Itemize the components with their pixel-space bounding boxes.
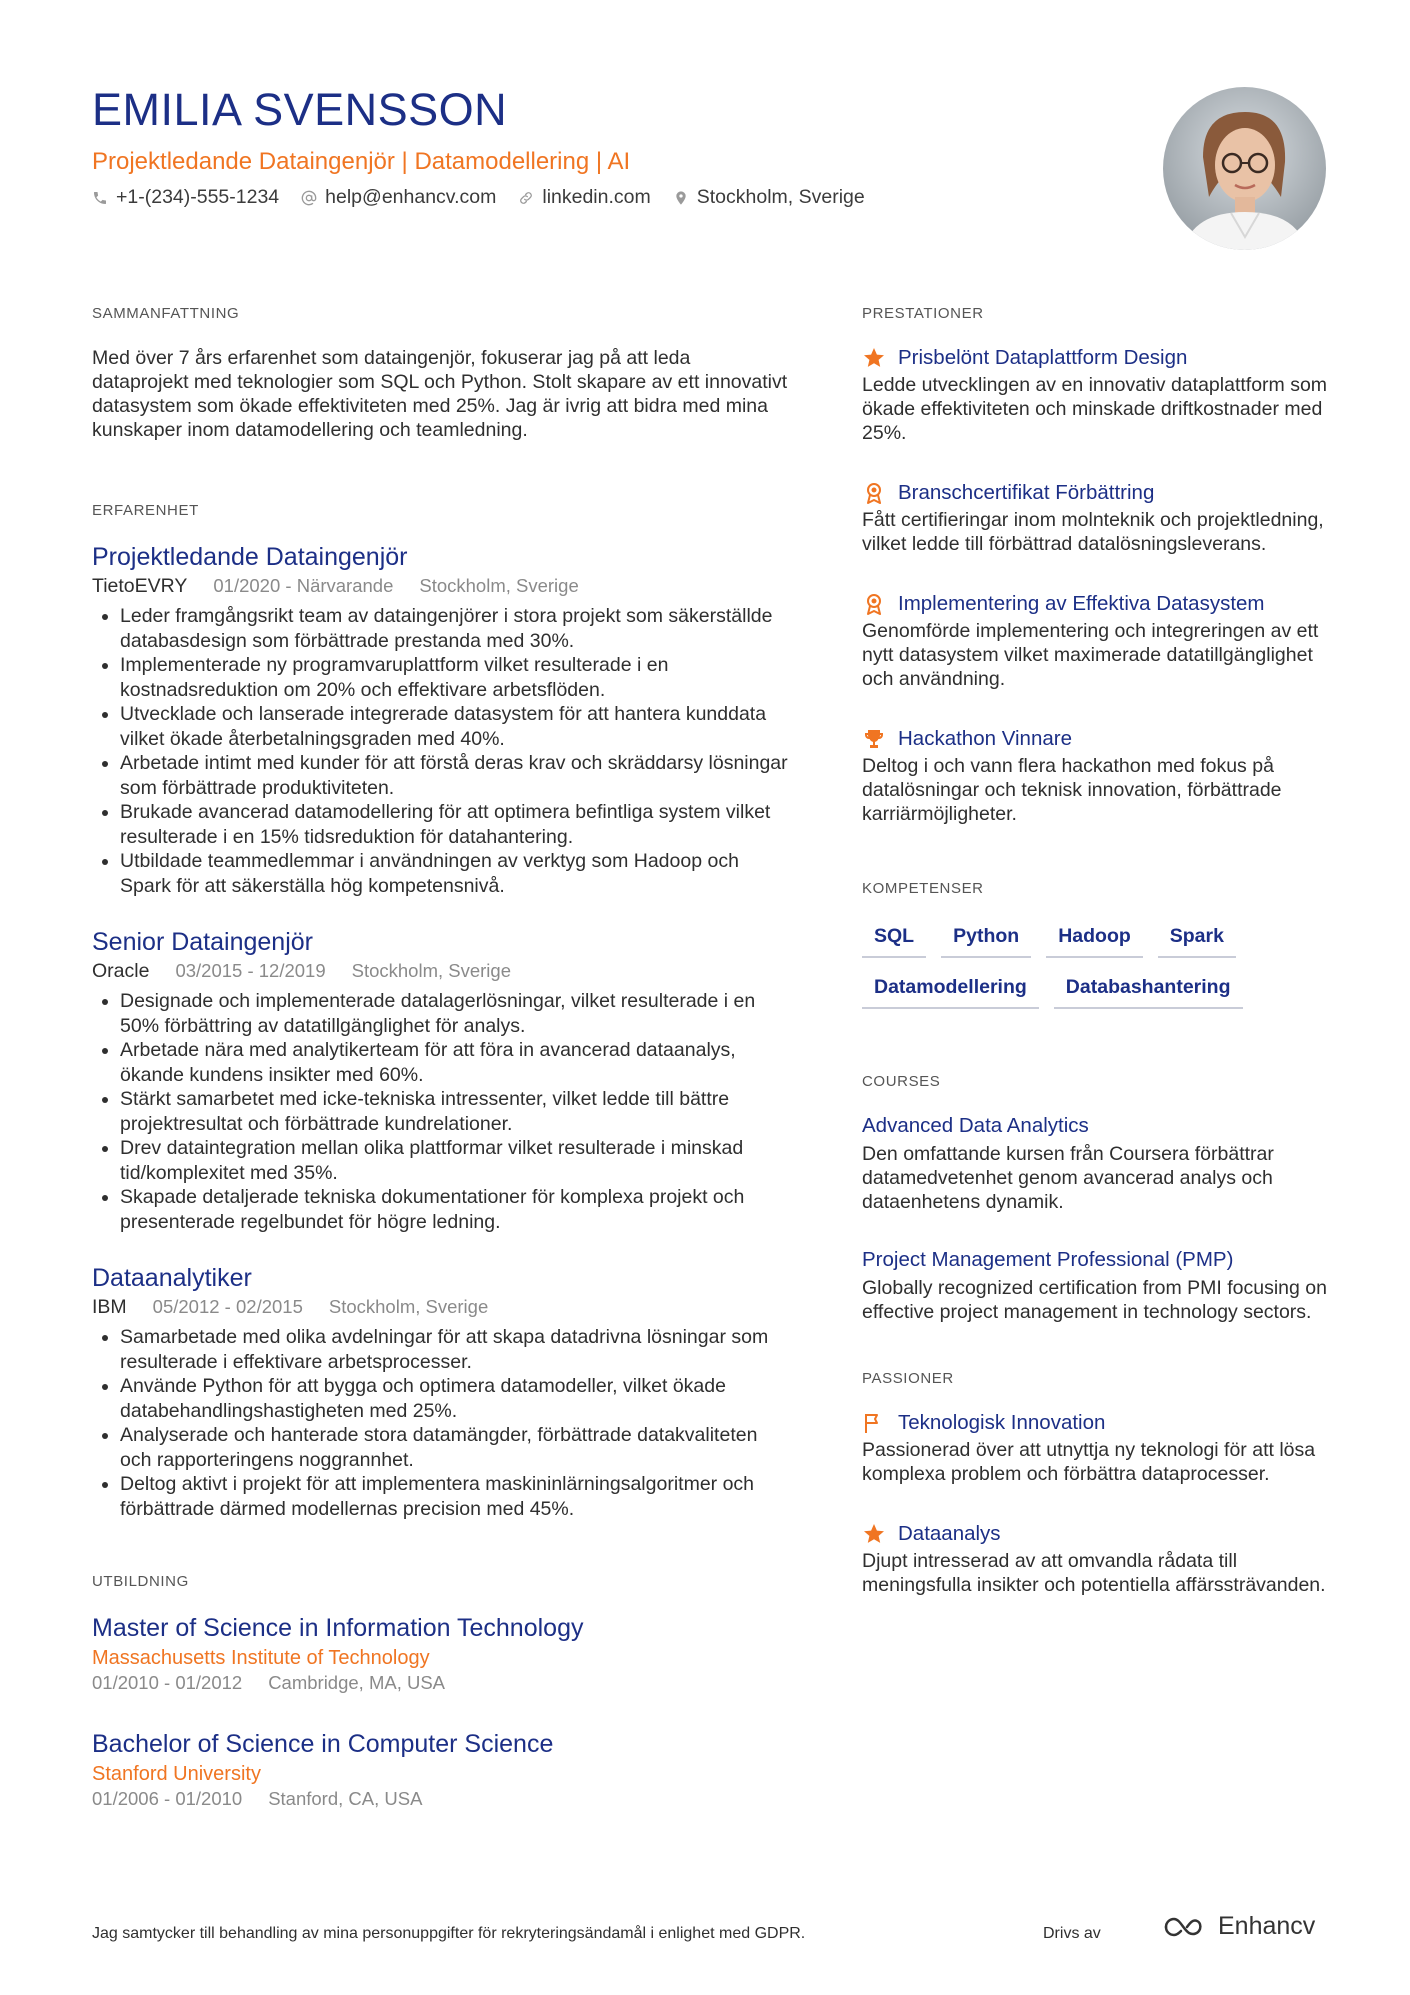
skill-tag: Databashantering	[1054, 972, 1243, 1009]
job-location: Stockholm, Sverige	[328, 1296, 489, 1317]
achievement-item	[862, 592, 1332, 691]
bullet-item: • Drev dataintegration mellan olika plattformar vilket resulterade i minskad tid/komplexitet med 35%.	[120, 1136, 792, 1185]
candidate-name: EMILIA SVENSSON	[92, 84, 508, 135]
course-title: Advanced Data Analytics	[862, 1114, 1089, 1137]
contact-linkedin[interactable]	[518, 186, 650, 209]
bullet-item: • Utbildade teammedlemmar i användningen av verktyg som Hadoop och Spark för att säkerställa hög kompetensnivå.	[120, 849, 792, 898]
skill-tag: Python	[941, 921, 1031, 958]
summary-text: Med över 7 års erfarenhet som dataingenjör, fokuserar jag på att leda dataprojekt med teknologier som SQL och Python. Stolt skapare av ett innovativt datasystem som ökade effektiviteten med 25%. Jag är ivrig att bidra med mina kunskaper inom datamodellering och teamledning.	[92, 347, 788, 441]
achievement-text: Fått certifieringar inom molnteknik och projektledning, vilket ledde till förbättrad datalösningsleverans.	[862, 509, 1324, 555]
course-text: Globally recognized certification from PMI focusing on effective project management in technology sectors.	[862, 1277, 1327, 1323]
course-title: Project Management Professional (PMP)	[862, 1248, 1234, 1271]
education-location: Cambridge, MA, USA	[268, 1672, 446, 1693]
achievement-title: Prisbelönt Dataplattform Design	[898, 346, 1188, 369]
bullet-item: • Leder framgångsrikt team av dataingenjörer i stora projekt som säkerställde databasdesign som förbättrade prestanda med 30%.	[120, 604, 792, 653]
skills-section	[862, 880, 1332, 1009]
experience-item	[92, 543, 792, 898]
right-column	[862, 305, 1332, 1633]
job-location: Stockholm, Sverige	[419, 575, 579, 596]
job-location: Stockholm, Sverige	[351, 960, 511, 981]
link-icon	[518, 190, 534, 206]
bullet-item: • Arbetade nära med analytikerteam för att föra in avancerad dataanalys, ökande kundens insikter med 60%.	[120, 1038, 792, 1087]
job-title: Projektledande Dataingenjör	[92, 543, 408, 571]
achievement-item	[862, 481, 1332, 556]
job-meta	[92, 960, 792, 983]
job-meta	[92, 575, 792, 598]
achievement-item	[862, 727, 1332, 826]
job-bullets	[92, 604, 792, 898]
education-section	[92, 1573, 792, 1810]
left-column	[92, 305, 792, 1838]
job-meta	[92, 1296, 792, 1319]
award-ribbon-icon	[862, 592, 886, 616]
job-title: Dataanalytiker	[92, 1264, 252, 1292]
star-icon	[862, 1522, 886, 1546]
section-title-skills: KOMPETENSER	[862, 880, 984, 897]
achievement-text: Deltog i och vann flera hackathon med fokus på datalösningar och teknisk innovation, förbättrade karriärmöjligheter.	[862, 755, 1282, 825]
skill-tag: Hadoop	[1046, 921, 1143, 958]
job-bullets	[92, 1325, 792, 1521]
job-dates: 03/2015 - 12/2019	[175, 960, 326, 981]
school-name: Stanford University	[92, 1763, 261, 1785]
at-icon	[301, 190, 317, 206]
email-text: help@enhancv.com	[325, 186, 497, 208]
company-name: IBM	[92, 1296, 127, 1318]
education-item	[92, 1614, 792, 1694]
bullet-item: • Utvecklade och lanserade integrerade datasystem för att hantera kunddata vilket ökade återbetalningsgraden med 40%.	[120, 702, 792, 751]
brand-name: Enhancv	[1218, 1912, 1316, 1940]
section-title-courses: COURSES	[862, 1073, 941, 1090]
education-meta	[92, 1788, 792, 1810]
bullet-item: • Skapade detaljerade tekniska dokumentationer för komplexa projekt och presenterade regelbundet för högre ledning.	[120, 1185, 792, 1234]
experience-section	[92, 502, 792, 1521]
contact-location	[673, 186, 865, 209]
skills-list	[862, 921, 1282, 1009]
phone-icon	[92, 190, 108, 206]
achievement-title: Branschcertifikat Förbättring	[898, 481, 1155, 504]
job-title: Senior Dataingenjör	[92, 928, 313, 956]
profile-photo	[1163, 87, 1326, 250]
company-name: TietoEVRY	[92, 575, 188, 597]
education-item	[92, 1730, 792, 1810]
location-text: Stockholm, Sverige	[696, 186, 865, 208]
section-title-passions: PASSIONER	[862, 1370, 954, 1387]
achievement-text: Genomförde implementering och integreringen av ett nytt datasystem vilket maximerade datatillgänglighet och användning.	[862, 620, 1319, 690]
gdpr-consent: Jag samtycker till behandling av mina personuppgifter för rekryteringsändamål i enlighet med GDPR.	[92, 1925, 806, 1942]
achievements-section	[862, 305, 1332, 826]
course-item	[862, 1248, 1332, 1324]
degree-title: Master of Science in Information Technology	[92, 1614, 584, 1642]
course-text: Den omfattande kursen från Coursera förbättrar datamedvetenhet genom avancerad analys och dataenhetens dynamik.	[862, 1143, 1274, 1213]
phone-text: +1-(234)-555-1234	[116, 186, 280, 208]
bullet-item: • Samarbetade med olika avdelningar för att skapa datadrivna lösningar som resulterade i effektivare arbetsprocesser.	[120, 1325, 792, 1374]
flag-icon	[862, 1411, 886, 1435]
job-dates: 05/2012 - 02/2015	[152, 1296, 303, 1317]
achievement-title: Hackathon Vinnare	[898, 727, 1072, 750]
passion-text: Djupt intresserad av att omvandla rådata till meningsfulla insikter och potentiella affärssträvanden.	[862, 1550, 1326, 1596]
job-dates: 01/2020 - Närvarande	[213, 575, 394, 596]
award-ribbon-icon	[862, 481, 886, 505]
bullet-item: • Arbetade intimt med kunder för att förstå deras krav och skräddarsy lösningar som förbättrade produktiviteten.	[120, 751, 792, 800]
passion-title: Teknologisk Innovation	[898, 1411, 1106, 1434]
bullet-item: • Designade och implementerade datalagerlösningar, vilket resulterade i en 50% förbättring av datatillgänglighet för analys.	[120, 989, 792, 1038]
achievement-text: Ledde utvecklingen av en innovativ dataplattform som ökade effektiviteten och minskade driftkostnader med 25%.	[862, 374, 1328, 444]
location-pin-icon	[673, 190, 689, 206]
section-title-summary: SAMMANFATTNING	[92, 305, 240, 322]
course-item	[862, 1114, 1332, 1214]
skill-tag: SQL	[862, 921, 926, 958]
bullet-item: • Stärkt samarbetet med icke-tekniska intressenter, vilket ledde till bättre projektresultat och förbättrade kundrelationer.	[120, 1087, 792, 1136]
achievement-title: Implementering av Effektiva Datasystem	[898, 592, 1265, 615]
candidate-headline: Projektledande Dataingenjör | Datamodellering | AI	[92, 148, 631, 175]
experience-item	[92, 928, 792, 1234]
star-icon	[862, 346, 886, 370]
enhancv-logo[interactable]	[1164, 1912, 1315, 1941]
education-location: Stanford, CA, USA	[268, 1788, 423, 1809]
summary-section	[92, 305, 792, 442]
section-title-achievements: PRESTATIONER	[862, 305, 984, 322]
section-title-experience: ERFARENHET	[92, 502, 199, 519]
education-dates: 01/2010 - 01/2012	[92, 1672, 243, 1693]
contact-phone[interactable]	[92, 186, 279, 209]
bullet-item: • Använde Python för att bygga och optimera datamodeller, vilket ökade databehandlingshastigheten med 25%.	[120, 1374, 792, 1423]
courses-section	[862, 1073, 1332, 1324]
passion-item	[862, 1522, 1332, 1597]
degree-title: Bachelor of Science in Computer Science	[92, 1730, 554, 1758]
bullet-item: • Analyserade och hanterade stora datamängder, förbättrade datakvaliteten och rapporteringens noggrannhet.	[120, 1423, 792, 1472]
skill-tag: Datamodellering	[862, 972, 1039, 1009]
experience-item	[92, 1264, 792, 1521]
skill-tag: Spark	[1158, 921, 1236, 958]
passion-title: Dataanalys	[898, 1522, 1001, 1545]
passion-text: Passionerad över att utnyttja ny teknologi för att lösa komplexa problem och förbättra dataprocesser.	[862, 1439, 1316, 1485]
linkedin-text: linkedin.com	[542, 186, 651, 208]
company-name: Oracle	[92, 960, 150, 982]
powered-by-label: Drivs av	[1043, 1925, 1101, 1942]
passion-item	[862, 1411, 1332, 1486]
education-meta	[92, 1672, 792, 1694]
contact-row	[92, 186, 865, 209]
achievement-item	[862, 346, 1332, 445]
passions-section	[862, 1370, 1332, 1597]
job-bullets	[92, 989, 792, 1234]
bullet-item: • Brukade avancerad datamodellering för att optimera befintliga system vilket resulterade i en 15% tidsreduktion för datahantering.	[120, 800, 792, 849]
education-dates: 01/2006 - 01/2010	[92, 1788, 243, 1809]
bullet-item: • Implementerade ny programvaruplattform vilket resulterade i en kostnadsreduktion om 20% och effektivare arbetsflöden.	[120, 653, 792, 702]
bullet-item: • Deltog aktivt i projekt för att implementera maskininlärningsalgoritmer och förbättrade därmed modellernas precision med 45%.	[120, 1472, 792, 1521]
trophy-icon	[862, 727, 886, 751]
enhancv-logo-icon	[1164, 1915, 1210, 1939]
section-title-education: UTBILDNING	[92, 1573, 189, 1590]
school-name: Massachusetts Institute of Technology	[92, 1647, 430, 1669]
contact-email[interactable]	[301, 186, 496, 209]
